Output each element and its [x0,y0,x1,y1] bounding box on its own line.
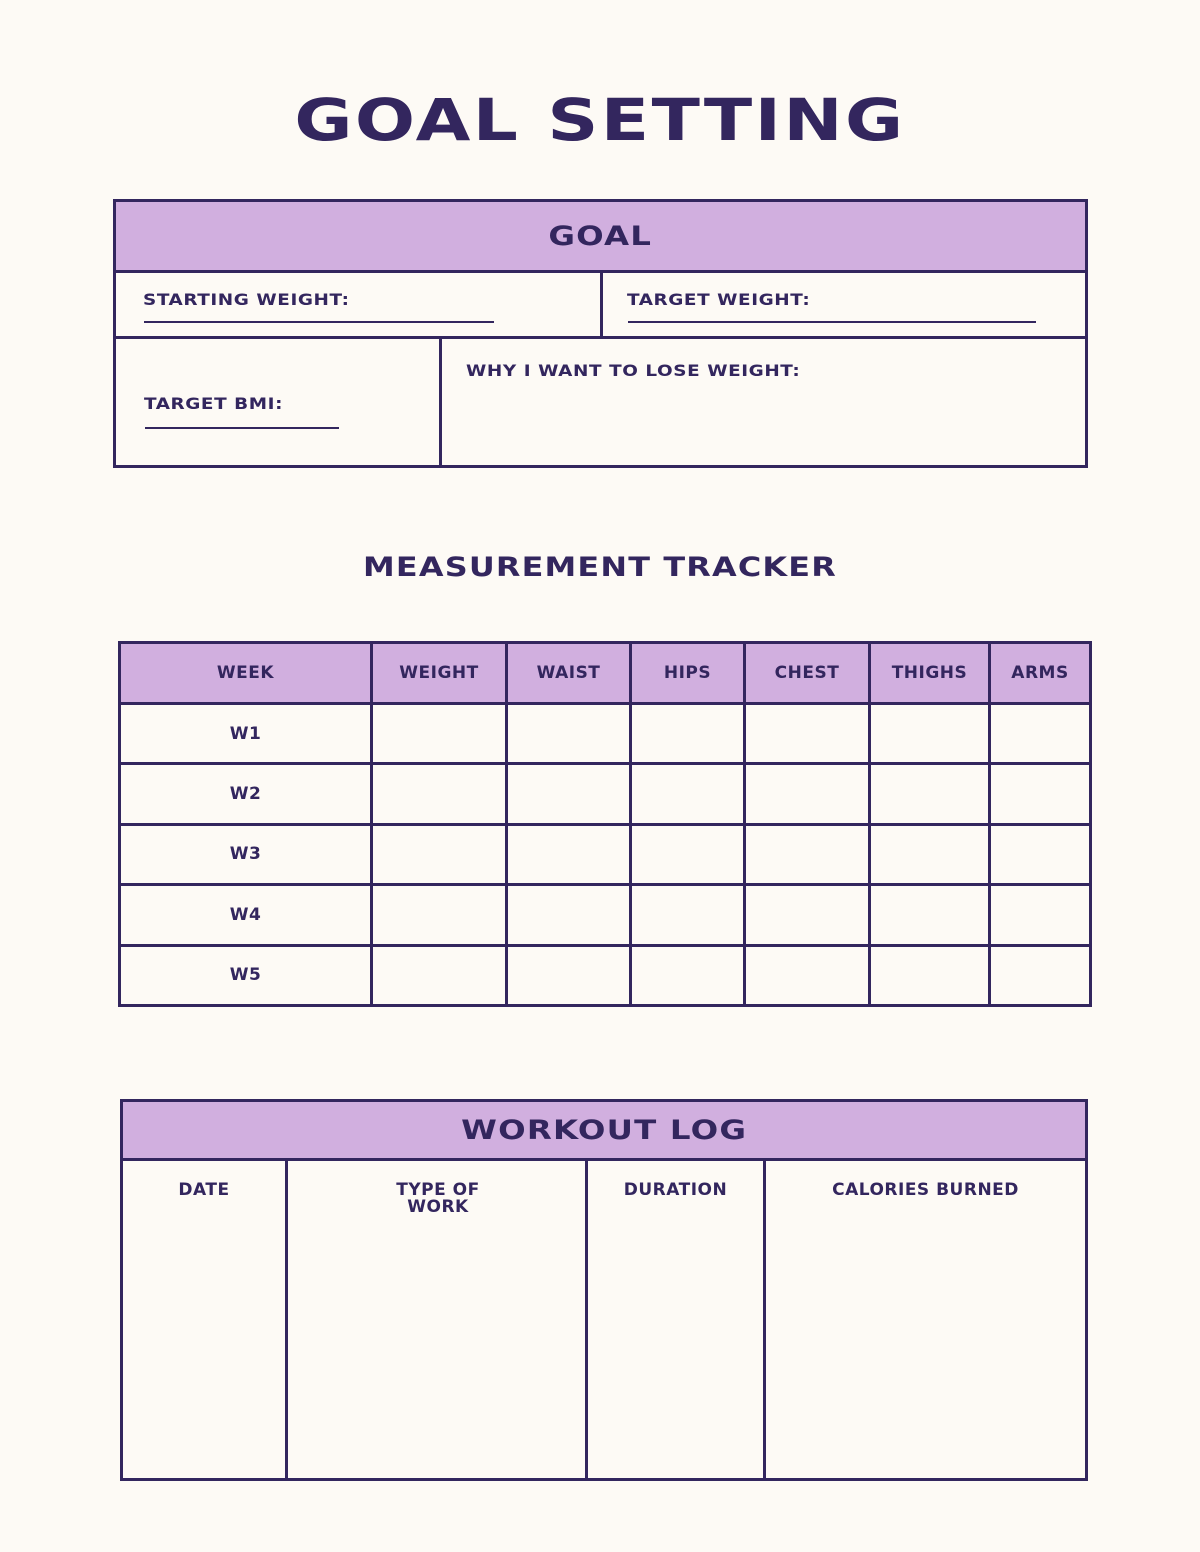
starting-weight-line [144,321,494,323]
target-weight-label: TARGET WEIGHT: [627,290,811,309]
col-header-waist: WAIST [507,643,631,704]
tracker-title: MEASUREMENT TRACKER [363,552,837,583]
weight-cell[interactable] [372,945,507,1005]
arms-cell[interactable] [990,885,1091,945]
hips-cell[interactable] [631,704,745,764]
col-header-hips: HIPS [631,643,745,704]
thighs-cell[interactable] [870,764,990,824]
waist-cell[interactable] [507,945,631,1005]
chest-cell[interactable] [745,824,870,884]
col-header-weight: WEIGHT [372,643,507,704]
date-column-header: DATE [178,1180,230,1200]
week-label: W2 [120,764,372,824]
waist-cell[interactable] [507,885,631,945]
why-label: WHY I WANT TO LOSE WEIGHT: [466,361,801,380]
thighs-cell[interactable] [870,885,990,945]
workout-log-header-label: WORKOUT LOG [461,1114,747,1146]
why-cell[interactable] [442,339,1085,465]
arms-cell[interactable] [990,824,1091,884]
table-row [120,824,1091,884]
col-header-week: WEEK [120,643,372,704]
week-label: W1 [120,704,372,764]
waist-cell[interactable] [507,764,631,824]
duration-column[interactable] [588,1161,766,1478]
hips-cell[interactable] [631,824,745,884]
arms-cell[interactable] [990,945,1091,1005]
type-of-work-column[interactable] [288,1161,588,1478]
chest-cell[interactable] [745,704,870,764]
page-title: GOAL SETTING [294,86,906,154]
col-header-thighs: THIGHS [870,643,990,704]
thighs-cell[interactable] [870,704,990,764]
waist-cell[interactable] [507,824,631,884]
col-header-chest: CHEST [745,643,870,704]
week-label: W4 [120,885,372,945]
calories-burned-column-header: CALORIES BURNED [832,1180,1019,1200]
weight-cell[interactable] [372,764,507,824]
goal-row-weights [116,273,1085,339]
target-weight-line [628,321,1036,323]
thighs-cell[interactable] [870,824,990,884]
target-bmi-cell[interactable] [116,339,442,465]
goal-row-bmi-why [116,339,1085,465]
date-column[interactable] [123,1161,288,1478]
chest-cell[interactable] [745,945,870,1005]
workout-log-box [120,1099,1088,1481]
weight-cell[interactable] [372,824,507,884]
target-bmi-line [145,427,339,429]
target-bmi-label: TARGET BMI: [144,394,284,413]
hips-cell[interactable] [631,764,745,824]
measurement-table [118,641,1092,1007]
starting-weight-cell[interactable] [116,273,603,336]
workout-log-header [123,1102,1085,1161]
thighs-cell[interactable] [870,945,990,1005]
table-row [120,885,1091,945]
type-of-work-column-header: TYPE OF WORK [396,1180,480,1217]
week-label: W3 [120,824,372,884]
starting-weight-label: STARTING WEIGHT: [143,290,350,309]
col-header-arms: ARMS [990,643,1091,704]
goal-box [113,199,1088,468]
arms-cell[interactable] [990,704,1091,764]
weight-cell[interactable] [372,704,507,764]
table-header-row [120,643,1091,704]
chest-cell[interactable] [745,764,870,824]
week-label: W5 [120,945,372,1005]
table-row [120,945,1091,1005]
duration-column-header: DURATION [623,1180,728,1200]
calories-burned-column[interactable] [766,1161,1085,1478]
arms-cell[interactable] [990,764,1091,824]
table-row [120,704,1091,764]
goal-header [116,202,1085,273]
target-weight-cell[interactable] [603,273,1085,336]
hips-cell[interactable] [631,945,745,1005]
chest-cell[interactable] [745,885,870,945]
weight-cell[interactable] [372,885,507,945]
table-row [120,764,1091,824]
hips-cell[interactable] [631,885,745,945]
waist-cell[interactable] [507,704,631,764]
goal-header-label: GOAL [548,220,653,252]
